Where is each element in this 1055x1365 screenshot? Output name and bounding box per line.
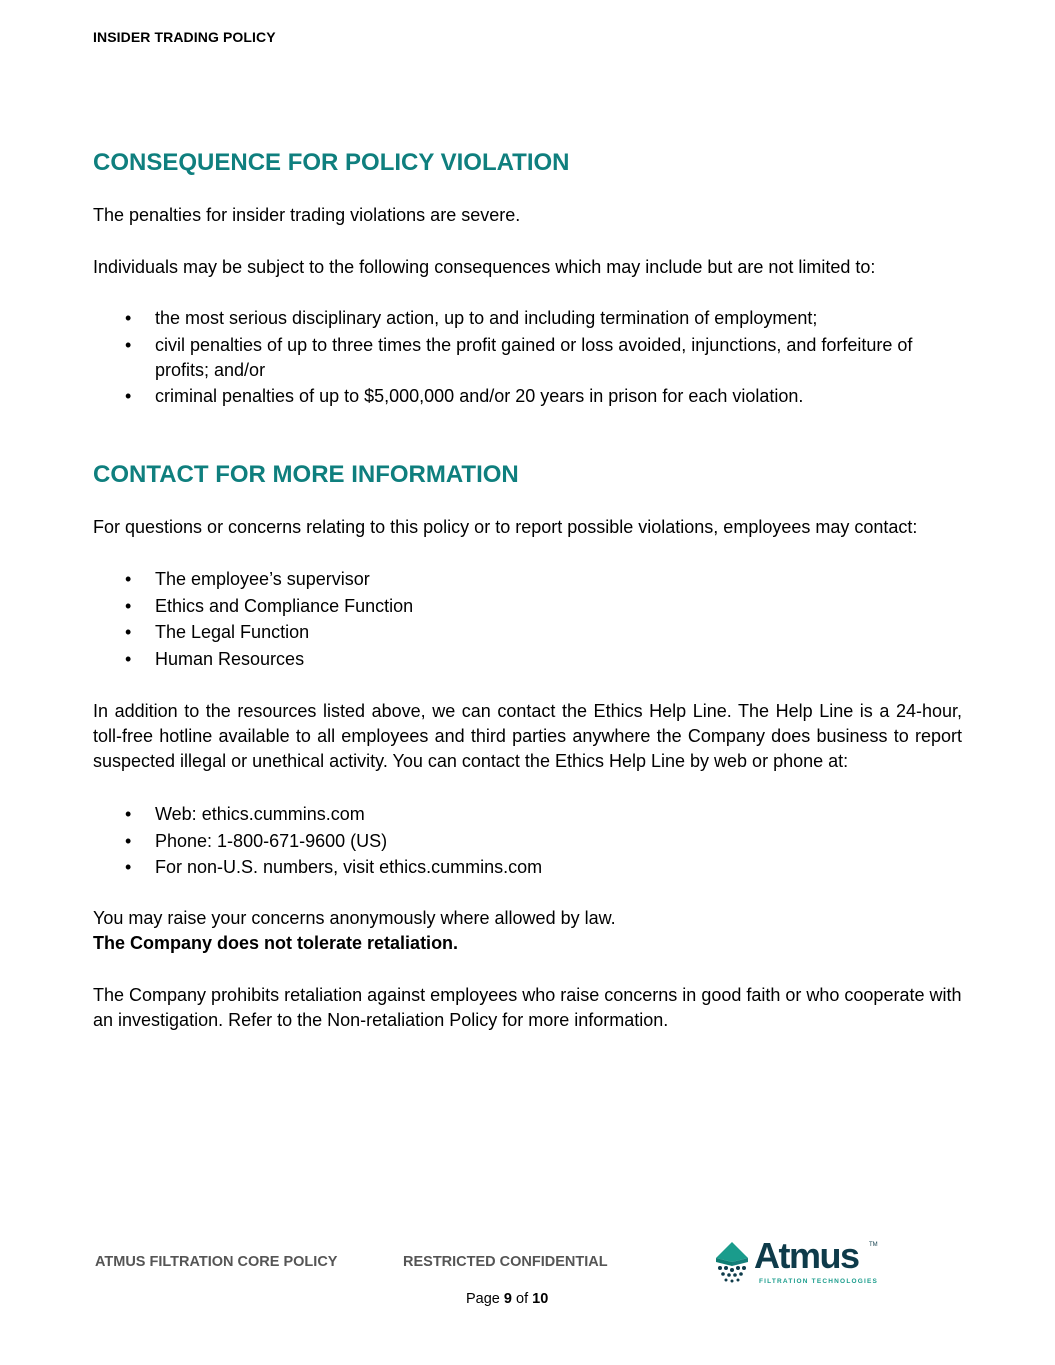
list-item: • For non-U.S. numbers, visit ethics.cummins.com xyxy=(93,854,962,881)
bullet-dot-icon: • xyxy=(125,386,132,406)
bullet-dot-icon: • xyxy=(125,830,132,851)
consequence-list xyxy=(93,306,962,409)
page-number xyxy=(466,1291,548,1307)
footer-classification: RESTRICTED CONFIDENTIAL xyxy=(403,1254,608,1270)
helpline-paragraph: In addition to the resources listed above, we can contact the Ethics Help Line. The Help Line is a 24-hour, toll-free hotline available to all employees and third parties anywhere the Company does business to report suspected illegal or unethical activity. You can contact the Ethics Help Line by web or phone at: xyxy=(93,701,962,771)
contact-list xyxy=(93,566,962,672)
bullet-dot-icon: • xyxy=(125,595,132,616)
list-item: • civil penalties of up to three times the profit gained or loss avoided, injunctions, and forfeiture of profits; and/or xyxy=(125,334,913,380)
bullet-dot-icon: • xyxy=(125,334,132,355)
retaliation-statement: The Company does not tolerate retaliation. xyxy=(93,933,459,953)
list-item: • Phone: 1-800-671-9600 (US) xyxy=(93,828,962,855)
page-prefix: Page xyxy=(466,1291,500,1307)
bullet-dot-icon: • xyxy=(125,569,132,589)
bullet-dot-icon: • xyxy=(125,308,132,328)
section-heading-consequence: CONSEQUENCE FOR POLICY VIOLATION xyxy=(93,149,570,176)
contact-intro: For questions or concerns relating to this policy or to report possible violations, employees may contact: xyxy=(93,517,918,537)
bullet-dot-icon: • xyxy=(125,804,132,824)
bullet-dot-icon: • xyxy=(125,622,132,642)
retaliation-paragraph: The Company prohibits retaliation against employees who raise concerns in good faith or who cooperate with an investigation. Refer to the Non-retaliation Policy for more information. xyxy=(93,985,962,1030)
consequence-lead: Individuals may be subject to the following consequences which may include but are not limited to: xyxy=(93,257,876,277)
atmus-logo-mark-icon xyxy=(712,1240,752,1284)
list-item: • Web: ethics.cummins.com xyxy=(93,801,962,828)
list-item: • criminal penalties of up to $5,000,000 and/or 20 years in prison for each violation. xyxy=(93,384,962,409)
bullet-dot-icon: • xyxy=(125,648,132,669)
footer-policy-label: ATMUS FILTRATION CORE POLICY xyxy=(95,1254,338,1270)
list-item: • the most serious disciplinary action, up to and including termination of employment; xyxy=(93,306,962,331)
list-item: • The employee’s supervisor xyxy=(93,566,962,593)
section-heading-contact: CONTACT FOR MORE INFORMATION xyxy=(93,461,519,488)
page-of: of xyxy=(516,1291,529,1307)
anonymous-note: You may raise your concerns anonymously where allowed by law. xyxy=(93,908,616,928)
list-item: • Ethics and Compliance Function xyxy=(93,593,962,620)
running-header: INSIDER TRADING POLICY xyxy=(93,29,276,45)
consequence-intro: The penalties for insider trading violations are severe. xyxy=(93,205,521,225)
atmus-logo xyxy=(712,1235,882,1290)
page-current: 9 xyxy=(503,1291,512,1307)
logo-trademark: TM xyxy=(869,1242,878,1248)
list-item: • The Legal Function xyxy=(93,619,962,646)
list-item: • Human Resources xyxy=(93,646,962,673)
logo-tagline: FILTRATION TECHNOLOGIES xyxy=(759,1278,879,1285)
bullet-dot-icon: • xyxy=(125,857,132,877)
page-total: 10 xyxy=(532,1291,549,1307)
helpline-list xyxy=(93,801,962,881)
logo-wordmark: Atmus xyxy=(754,1235,859,1276)
